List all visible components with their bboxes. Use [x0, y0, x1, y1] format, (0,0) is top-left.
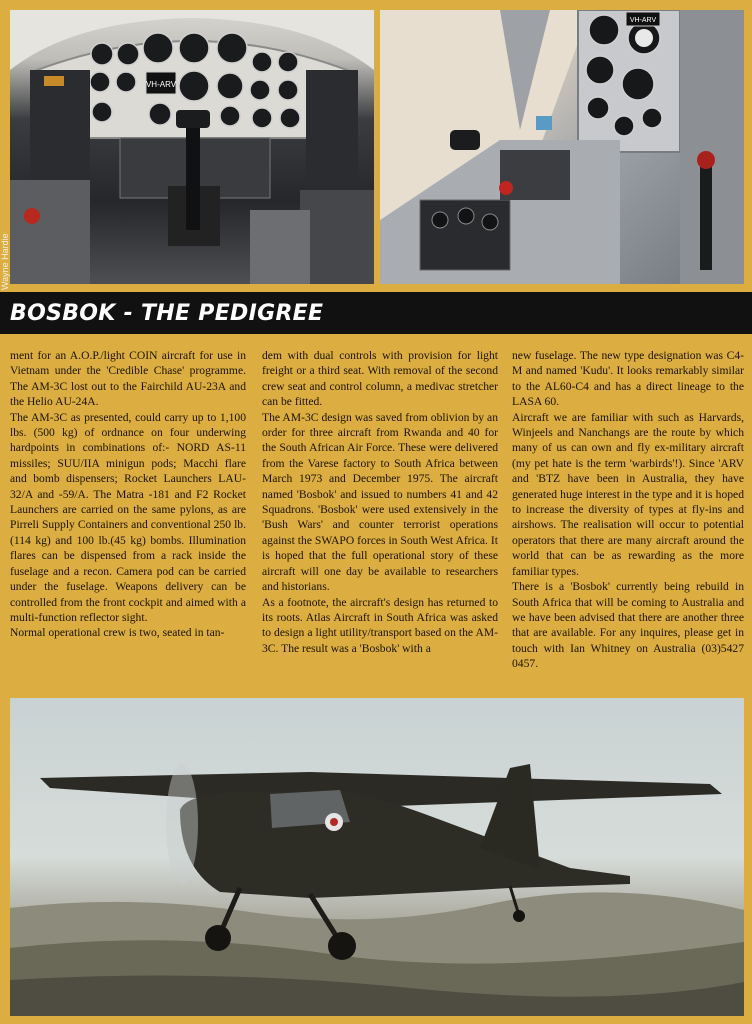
- aircraft-in-flight-photo: [10, 698, 744, 1016]
- paragraph: ment for an A.O.P./light COIN aircraft for use in Vietnam under the 'Credible Chase' programme. The AM-3C lost out to the Fairchild AU-23A and the Helio AU-24A.: [10, 349, 246, 409]
- paragraph: Aircraft we are familiar with such as Harvards, Winjeels and Nanchangs are the route by which many of us can own and fly ex-military aircraft (my pet hate is the term 'warbirds'!). Since 'ARV and 'BTZ have been in Australia, they have generated huge interest in the type and it is hoped to increase the diversity of types at fly-ins and airshows. The realisation will occur to potential operators that there are many aircraft around the world that can be as rewarding as the more familiar types.: [512, 410, 744, 578]
- article-title: BOSBOK - THE PEDIGREE: [10, 301, 324, 326]
- front-cockpit-illustration: [10, 10, 374, 284]
- paragraph: The AM-3C design was saved from oblivion by an order for three aircraft from Rwanda and 40 for the South African Air Force. These were delivered from the Varese factory to South Africa between March 1973 and December 1975. The aircraft named 'Bosbok' and issued to numbers 41 and 42 Squadrons. 'Bosbok' were used extensively in the 'Bush Wars' and counter terrorist operations against the SWAPO forces in South West Africa. It is hoped that the full operational story of these aircraft will one day be available to researchers and historians.: [262, 410, 498, 594]
- front-cockpit-placard: VH-ARV: [145, 80, 177, 89]
- text-column-2: [262, 348, 498, 656]
- text-column-3: [512, 348, 744, 672]
- front-cockpit-photo: [10, 10, 374, 284]
- paragraph: dem with dual controls with provision for light freight or a third seat. With removal of the second crew seat and control column, a medivac stretcher can be fitted.: [262, 349, 498, 409]
- paragraph: There is a 'Bosbok' currently being rebuild in South Africa that will be coming to Australia and we have been advised that there are another three that are available. For any inquires, please get in touch with Ian Whitney on Australia (03)5427 0457.: [512, 580, 744, 671]
- rear-cockpit-photo: [380, 10, 744, 284]
- aircraft-illustration: [10, 698, 744, 1016]
- text-column-1: [10, 348, 246, 641]
- paragraph: new fuselage. The new type designation was C4-M and named 'Kudu'. It looks remarkably similar to the AL60-C4 and has a direct lineage to the LASA 60.: [512, 349, 744, 409]
- rear-cockpit-placard: VH-ARV: [629, 17, 657, 24]
- photo-credit: Wayne Hardie: [0, 233, 10, 290]
- rear-cockpit-illustration: [380, 10, 744, 284]
- paragraph: The AM-3C as presented, could carry up to 1,100 lbs. (500 kg) of ordnance on four underwing hardpoints in combinations of:- NORD AS-11 missiles; SUU/IIA minigun pods; Macchi flare and bomb dispensers; Rocket Launchers LAU-32/A and -59/A. The Matra -181 and F2 Rocket Launchers are carried on the same pylons, as are Pirreli Supply Containers and conventional 250 lb. (114 kg) and 100 lb.(45 kg) bombs. Illumination flares can be dispensed from a rack inside the fuselage and a recon. Camera pod can be carried under the fuselage. Weapons delivery can be controlled from the front cockpit and aimed with a multi-function reflector sight.: [10, 410, 246, 624]
- paragraph: As a footnote, the aircraft's design has returned to its roots. Atlas Aircraft in South Africa was asked to design a light utility/transport based on the AM-3C. The result was a 'Bosbok' with a: [262, 595, 498, 655]
- paragraph: Normal operational crew is two, seated in tan-: [10, 626, 225, 640]
